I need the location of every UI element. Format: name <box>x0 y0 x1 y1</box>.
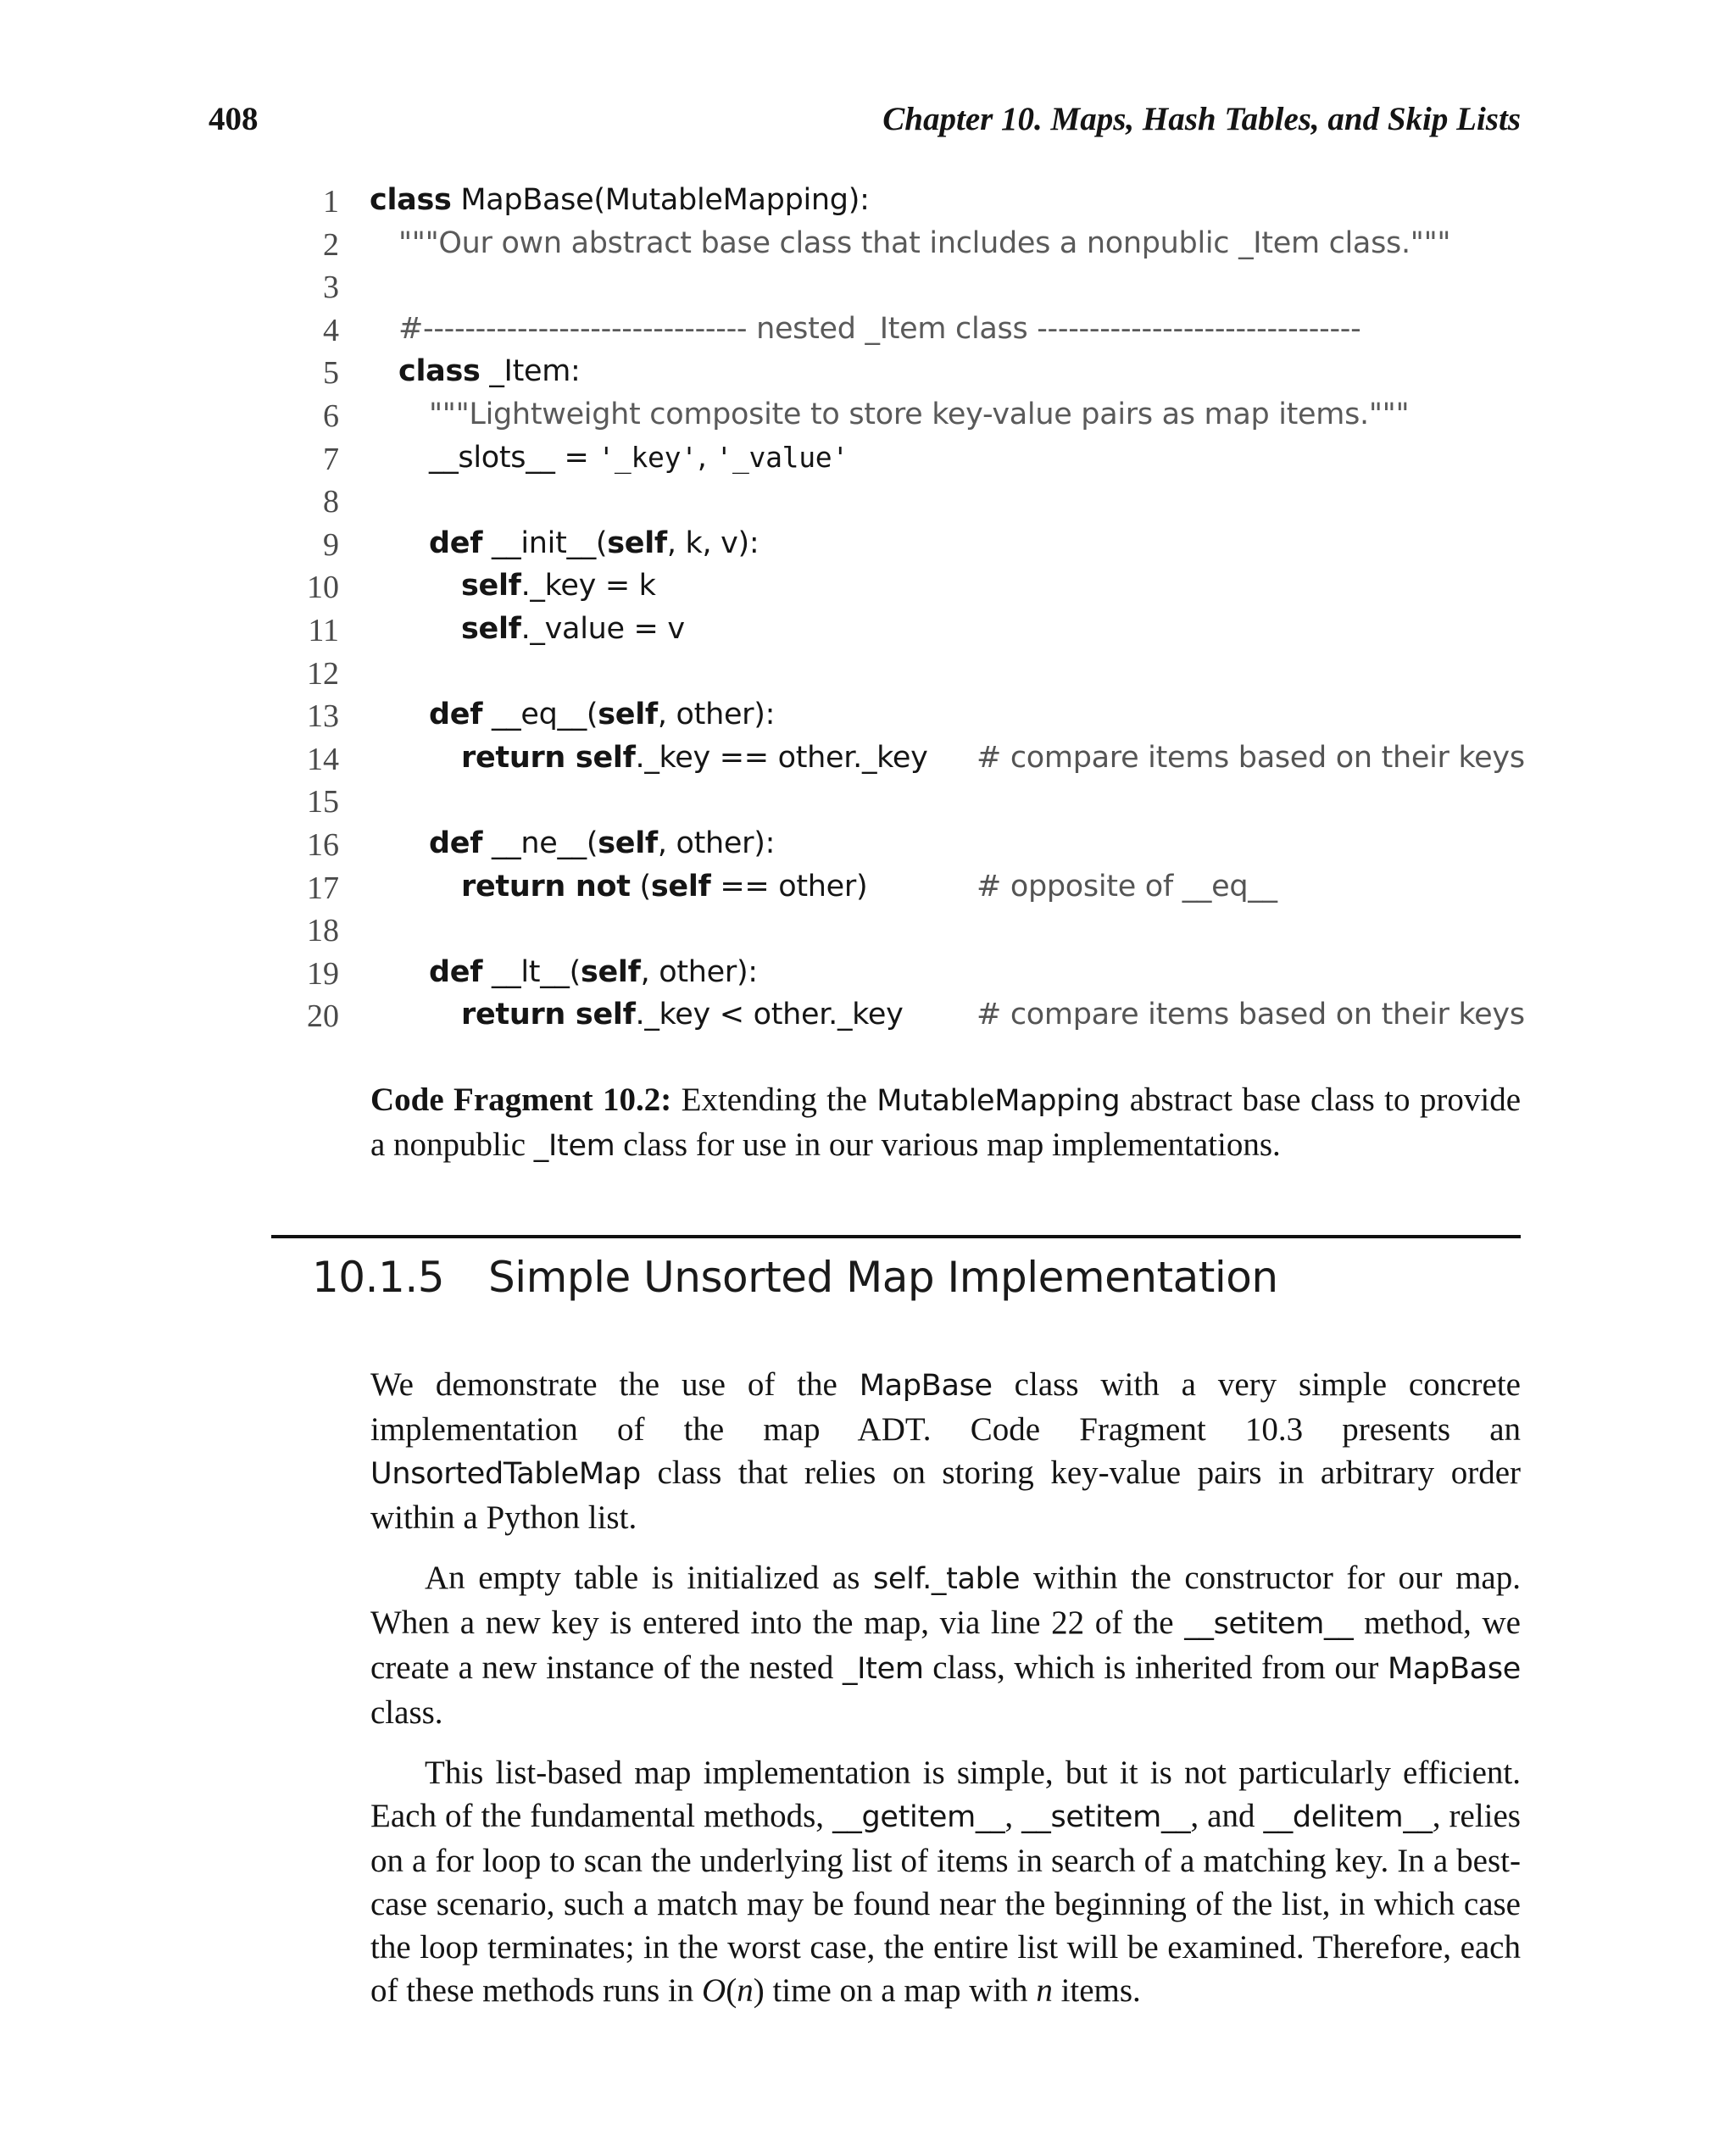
math-symbol: ( <box>726 1972 737 2009</box>
line-number: 7 <box>323 441 339 477</box>
text: , relies on a for loop to scan the underlying list of items in search of a matching key. In a best-case scenario, such a match may be found near the beginning of the list, in which case the loop terminates; in the worst case, the entire list will be examined. Therefore, each of these methods runs in <box>370 1798 1521 2009</box>
line-number: 18 <box>307 913 339 949</box>
code-line-12 <box>280 653 1526 697</box>
code-text: ._key == other._key <box>635 740 928 775</box>
keyword: class <box>398 354 481 389</box>
keyword: self <box>607 526 667 560</box>
caption-label: Code Fragment 10.2: <box>370 1082 672 1118</box>
line-number: 3 <box>323 270 339 306</box>
keyword: self <box>580 954 641 989</box>
code-line-14 <box>280 739 1526 782</box>
code-line-15 <box>280 781 1526 825</box>
keyword: self <box>598 698 658 732</box>
keyword: self <box>650 869 711 904</box>
paragraph-2 <box>370 1556 1521 1734</box>
keyword: def <box>429 698 483 732</box>
code-line-5 <box>280 353 1526 396</box>
code-comment: # compare items based on their keys <box>976 998 1525 1032</box>
math-symbol: n <box>1036 1972 1053 2009</box>
paragraph-3 <box>370 1751 1521 2012</box>
body-text <box>370 1363 1521 2029</box>
text: An empty table is initialized as <box>425 1560 873 1596</box>
text: , and <box>1190 1798 1264 1834</box>
math-symbol: ) <box>753 1972 765 2009</box>
text: within the constructor for our map. When a new key is entered into the map, via line 22 of the <box>370 1560 1521 1641</box>
keyword: self <box>461 569 521 603</box>
code-comment: # compare items based on their keys <box>976 740 1525 775</box>
section-number: 10.1.5 <box>312 1253 445 1302</box>
keyword: return self <box>461 998 636 1032</box>
line-number: 17 <box>307 870 339 906</box>
math-symbol: O <box>702 1972 726 2009</box>
running-header <box>209 100 1521 144</box>
text: class that relies on storing key-value pairs in arbitrary order within a Python list. <box>370 1454 1521 1536</box>
code-line-20 <box>280 996 1526 1039</box>
code-caption <box>370 1078 1521 1168</box>
code-text: , other): <box>657 826 776 860</box>
line-number: 9 <box>323 526 339 563</box>
keyword: self <box>461 611 521 646</box>
code-identifier: _Item <box>533 1129 615 1163</box>
docstring: """Lightweight composite to store key-value pairs as map items.""" <box>429 397 1410 431</box>
section-divider <box>271 1235 1521 1238</box>
line-number: 19 <box>307 955 339 992</box>
line-number: 16 <box>307 826 339 863</box>
text: items. <box>1052 1972 1141 2009</box>
code-identifier: MutableMapping <box>876 1084 1121 1118</box>
code-identifier: MapBase <box>1388 1652 1521 1686</box>
section-title: Simple Unsorted Map Implementation <box>488 1253 1278 1302</box>
code-text: __lt__( <box>482 954 581 989</box>
line-number: 11 <box>308 612 339 648</box>
code-line-3 <box>280 267 1526 310</box>
code-line-9 <box>280 525 1526 568</box>
text: , <box>1004 1798 1022 1834</box>
code-text: , k, v): <box>666 526 760 560</box>
code-identifier: UnsortedTableMap <box>370 1457 641 1491</box>
line-number: 20 <box>307 998 339 1035</box>
code-identifier: _Item <box>842 1652 924 1686</box>
code-identifier: MapBase <box>859 1369 993 1403</box>
code-text: __slots__ = <box>429 440 598 475</box>
code-text: , other): <box>640 954 758 989</box>
code-text: __eq__( <box>482 698 598 732</box>
line-number: 13 <box>307 698 339 735</box>
code-identifier: __setitem__ <box>1184 1607 1354 1641</box>
line-number: 8 <box>323 484 339 520</box>
code-text: ._value = v <box>520 611 685 646</box>
line-number: 12 <box>307 655 339 692</box>
code-line-17 <box>280 868 1526 911</box>
line-number: 6 <box>323 398 339 434</box>
code-line-16 <box>280 825 1526 868</box>
code-text: __init__( <box>482 526 608 560</box>
line-number: 14 <box>307 741 339 777</box>
code-text: MapBase(MutableMapping): <box>451 183 870 217</box>
keyword: class <box>370 183 452 217</box>
string-literal: '_key' <box>598 440 698 474</box>
code-line-1 <box>280 181 1526 225</box>
code-line-11 <box>280 610 1526 653</box>
line-number: 15 <box>307 784 339 820</box>
text: method, we create a new instance of the nested <box>370 1604 1521 1686</box>
code-line-13 <box>280 696 1526 739</box>
keyword: return self <box>461 740 636 775</box>
page-number: 408 <box>209 101 259 137</box>
code-line-10 <box>280 567 1526 610</box>
code-fragment <box>280 181 1526 1039</box>
code-text: __ne__( <box>482 826 598 860</box>
code-identifier: __setitem__ <box>1021 1800 1191 1834</box>
code-text: ( <box>630 869 651 904</box>
text: class, which is inherited from our <box>923 1649 1388 1686</box>
text: This list-based map implementation is simple, but it is not particularly efficient. Each of the fundamental methods, <box>370 1755 1521 1834</box>
code-text: == other) <box>710 869 868 904</box>
keyword: def <box>429 954 483 989</box>
code-comment: #------------------------------- nested _Item class ------------------------------- <box>398 311 1361 346</box>
code-line-6 <box>280 396 1526 439</box>
line-number: 2 <box>323 226 339 263</box>
math-symbol: n <box>737 1972 754 2009</box>
caption-text: class for use in our various map implementations. <box>615 1126 1281 1163</box>
line-number: 10 <box>307 570 339 606</box>
keyword: return not <box>461 869 631 904</box>
text: class with a very simple concrete implementation of the map ADT. Code Fragment 10.3 presents an <box>370 1366 1521 1448</box>
code-line-18 <box>280 910 1526 954</box>
section-heading <box>312 1253 1278 1302</box>
chapter-title: Chapter 10. Maps, Hash Tables, and Skip Lists <box>882 101 1521 137</box>
code-identifier: __getitem__ <box>832 1800 1005 1834</box>
code-text: ._key < other._key <box>635 998 904 1032</box>
code-line-2 <box>280 225 1526 268</box>
line-number: 5 <box>323 355 339 392</box>
line-number: 4 <box>323 312 339 348</box>
code-identifier: self._table <box>873 1562 1021 1596</box>
paragraph-1 <box>370 1363 1521 1539</box>
text: class. <box>370 1694 443 1731</box>
keyword: def <box>429 526 483 560</box>
code-text: _Item: <box>480 354 581 389</box>
code-line-4 <box>280 310 1526 353</box>
keyword: self <box>598 826 658 860</box>
string-literal: '_value' <box>715 440 849 474</box>
line-number: 1 <box>323 184 339 220</box>
code-text: , <box>697 440 716 475</box>
code-text: ._key = k <box>520 569 656 603</box>
keyword: def <box>429 826 483 860</box>
code-comment: # opposite of __eq__ <box>976 869 1277 904</box>
text: We demonstrate the use of the <box>370 1366 860 1403</box>
caption-text: abstract base class to provide a nonpublic <box>370 1082 1521 1163</box>
code-text: , other): <box>657 698 776 732</box>
text: time on a map with <box>764 1972 1037 2009</box>
docstring: """Our own abstract base class that includes a nonpublic _Item class.""" <box>398 225 1451 260</box>
code-line-8 <box>280 481 1526 525</box>
code-line-19 <box>280 954 1526 997</box>
code-identifier: __delitem__ <box>1263 1800 1433 1834</box>
code-line-7 <box>280 439 1526 482</box>
caption-text: Extending the <box>671 1082 877 1118</box>
